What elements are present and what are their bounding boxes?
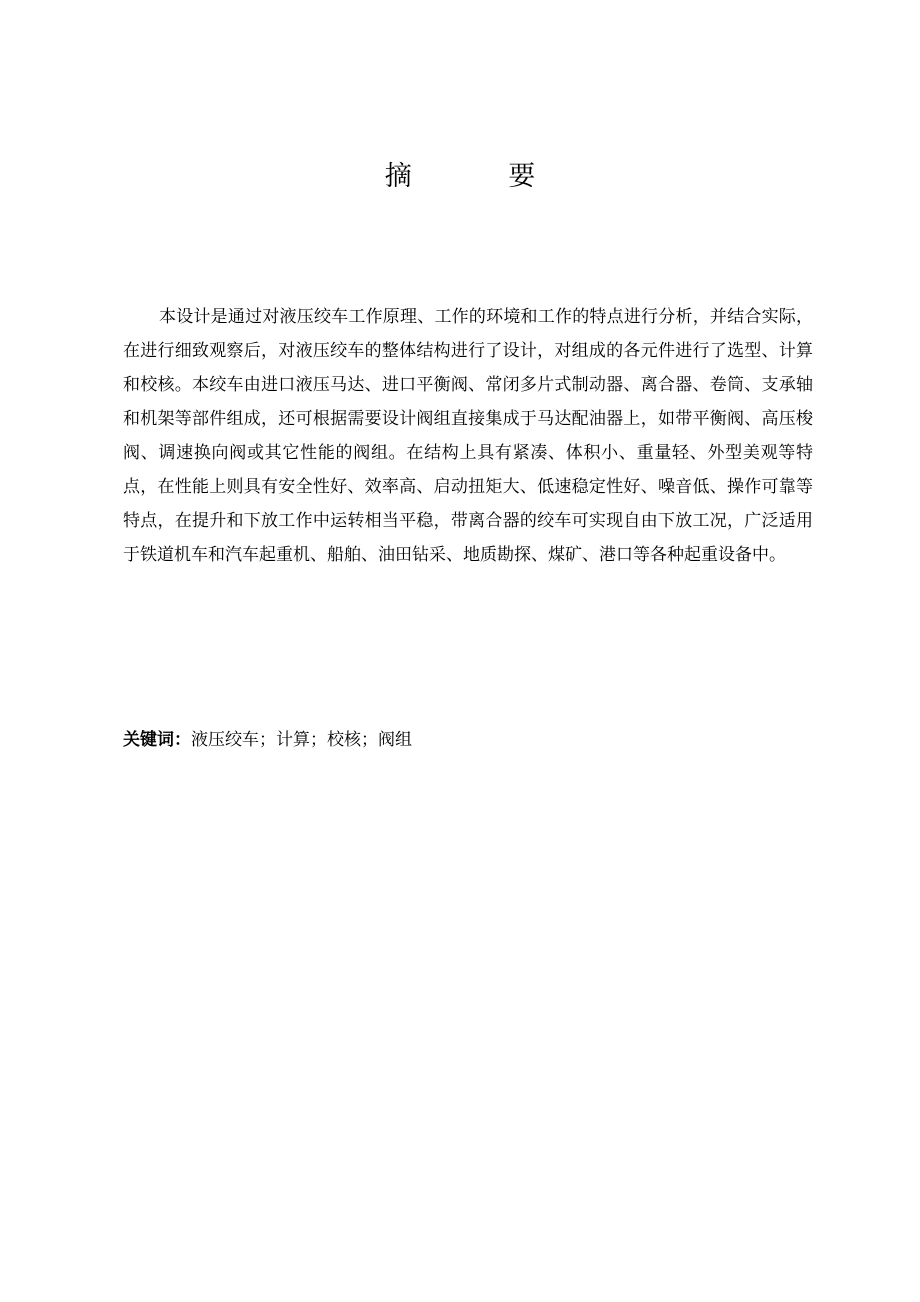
page-title: 摘 要: [384, 161, 580, 192]
keywords-line: [123, 727, 813, 753]
keywords-text: 液压绞车；计算；校核；阀组: [191, 730, 412, 750]
abstract-paragraph: 本设计是通过对液压绞车工作原理、工作的环境和工作的特点进行分析，并结合实际，在进行细致观察后，对液压绞车的整体结构进行了设计，对组成的各元件进行了选型、计算和校核。本绞车由进口液压马达、进口平衡阀、常闭多片式制动器、离合器、卷筒、支承轴和机架等部件组成，还可根据需要设计阀组直接集成于马达配油器上，如带平衡阀、高压梭阀、调速换向阀或其它性能的阀组。在结构上具有紧凑、体积小、重量轻、外型美观等特点，在性能上则具有安全性好、效率高、启动扭矩大、低速稳定性好、噪音低、操作可靠等特点，在提升和下放工作中运转相当平稳，带离合器的绞车可实现自由下放工况，广泛适用于铁道机车和汽车起重机、船舶、油田钻采、地质勘探、煤矿、港口等各种起重设备中。: [123, 307, 813, 565]
keywords-label: 关键词：: [123, 730, 191, 750]
